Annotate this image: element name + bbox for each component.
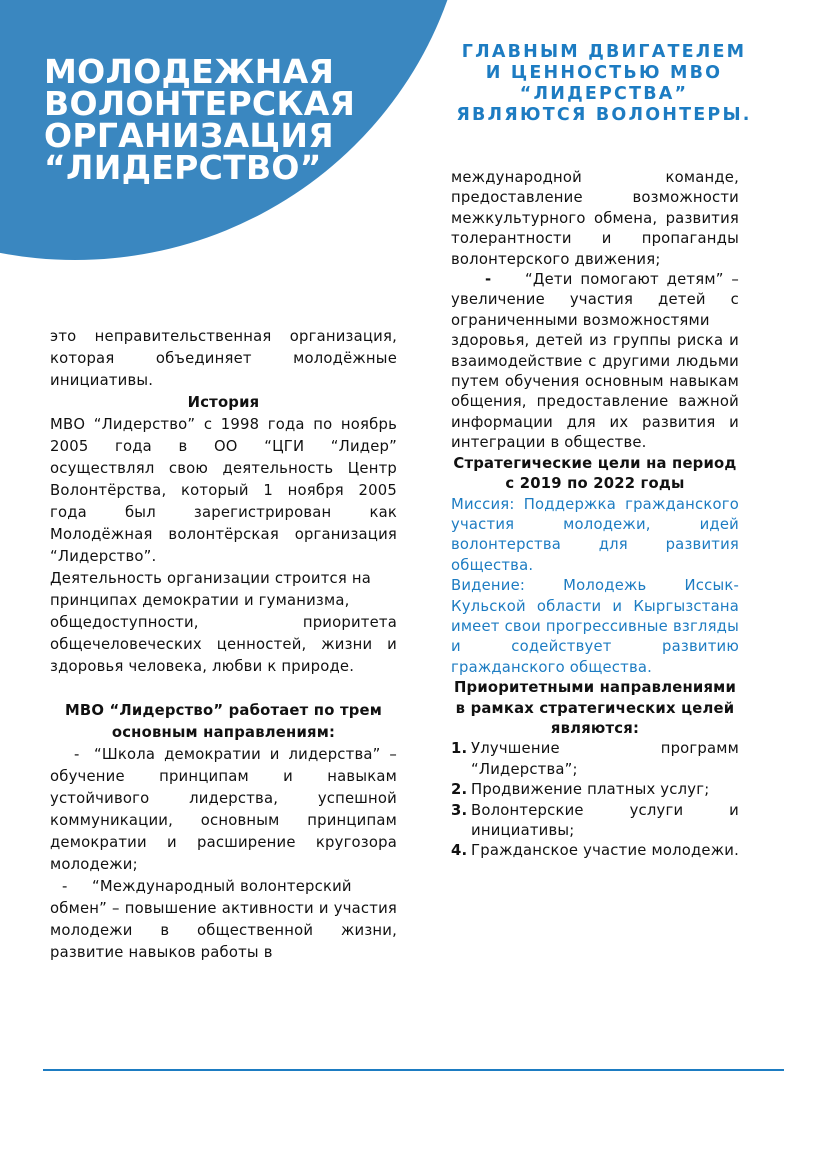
history-heading: История — [187, 394, 260, 411]
direction-text-cont: международной команде, предоставление возможности межкультурного обмена, развития толерантности и пропаганды волонтерского движения; — [451, 169, 739, 268]
dash-marker: - — [485, 271, 492, 289]
organization-title — [44, 52, 356, 187]
dash-marker: - — [74, 746, 80, 763]
priorities-list — [451, 739, 739, 861]
dash-marker: - — [62, 878, 68, 895]
list-text: Продвижение платных услуг; — [471, 781, 710, 799]
priorities-heading: Приоритетными направлениями в рамках стратегических целей являются: — [453, 679, 737, 737]
list-number: 4. — [451, 842, 468, 860]
title-line: ОРГАНИЗАЦИЯ — [44, 116, 334, 155]
list-item — [451, 841, 739, 861]
tagline-line: ГЛАВНЫМ ДВИГАТЕЛЕМ — [461, 42, 747, 62]
mission-text: Миссия: Поддержка гражданского участия молодежи, идей волонтерства для развития общества. — [451, 495, 739, 574]
list-text: Волонтерские услуги и инициативы; — [471, 801, 739, 839]
history-paragraph: МВО “Лидерство” с 1998 года по ноябрь 2005 года в ОО “ЦГИ “Лидер” осуществлял свою деятельность Центр Волонтёрства, который 1 ноября 2005 года был зарегистрирован как Молодёжная волонтёрская организация “Лидерство”. — [50, 416, 397, 565]
direction-item — [50, 744, 397, 876]
left-column — [50, 326, 397, 964]
intro-paragraph: это неправительственная организация, которая объединяет молодёжные инициативы. — [50, 328, 397, 389]
tagline-line: “ЛИДЕРСТВА” — [519, 84, 689, 104]
list-number: 1. — [451, 740, 468, 758]
tagline-line: ЯВЛЯЮТСЯ ВОЛОНТЕРЫ. — [456, 105, 752, 125]
footer-divider — [43, 1069, 784, 1071]
direction-text-cont: здоровья, детей из группы риска и взаимодействие с другими людьми путем обучения основным навыкам общения, предоставление важной информации для их развития и интеграции в обществе. — [451, 332, 739, 452]
spacer — [50, 678, 397, 700]
list-item — [451, 739, 739, 780]
direction-text: “Международный волонтерский — [92, 878, 352, 895]
direction-text-cont: обмен” – повышение активности и участия молодежи в общественной жизни, развитие навыков работы в — [50, 900, 397, 961]
list-number: 2. — [451, 781, 468, 799]
tagline — [455, 42, 753, 126]
direction-text: “Дети помогают детям” – увеличение участия детей с ограниченными возможностями — [451, 271, 739, 329]
title-line: ВОЛОНТЕРСКАЯ — [44, 84, 356, 123]
principles-paragraph-cont: общедоступности, приоритета общечеловеческих ценностей, жизни и здоровья человека, любви к природе. — [50, 614, 397, 675]
list-text: Улучшение программ “Лидерства”; — [471, 740, 739, 778]
directions-heading: МВО “Лидерство” работает по трем основным направлениям: — [64, 702, 383, 741]
list-number: 3. — [451, 801, 468, 819]
goals-heading: Стратегические цели на период с 2019 по 2022 годы — [453, 454, 737, 493]
list-item — [451, 801, 739, 842]
right-column — [451, 168, 739, 862]
direction-text: “Школа демократии и лидерства” – обучение принципам и навыкам устойчивого лидерства, успешной коммуникации, основным принципам демократии и расширение кругозора молодежи; — [50, 746, 397, 873]
title-line: “ЛИДЕРСТВО” — [44, 148, 322, 187]
direction-item — [451, 270, 739, 331]
principles-paragraph: Деятельность организации строится на принципах демократии и гуманизма, — [50, 570, 372, 609]
title-line: МОЛОДЕЖНАЯ — [44, 52, 335, 91]
list-text: Гражданское участие молодежи. — [471, 842, 739, 860]
tagline-line: И ЦЕННОСТЬЮ МВО — [485, 63, 723, 83]
list-item — [451, 780, 739, 800]
direction-item — [50, 876, 397, 898]
vision-text: Видение: Молодежь Иссык-Кульской области и Кыргызстана имеет свои прогрессивные взгляды и содействует развитию гражданского общества. — [451, 577, 739, 676]
